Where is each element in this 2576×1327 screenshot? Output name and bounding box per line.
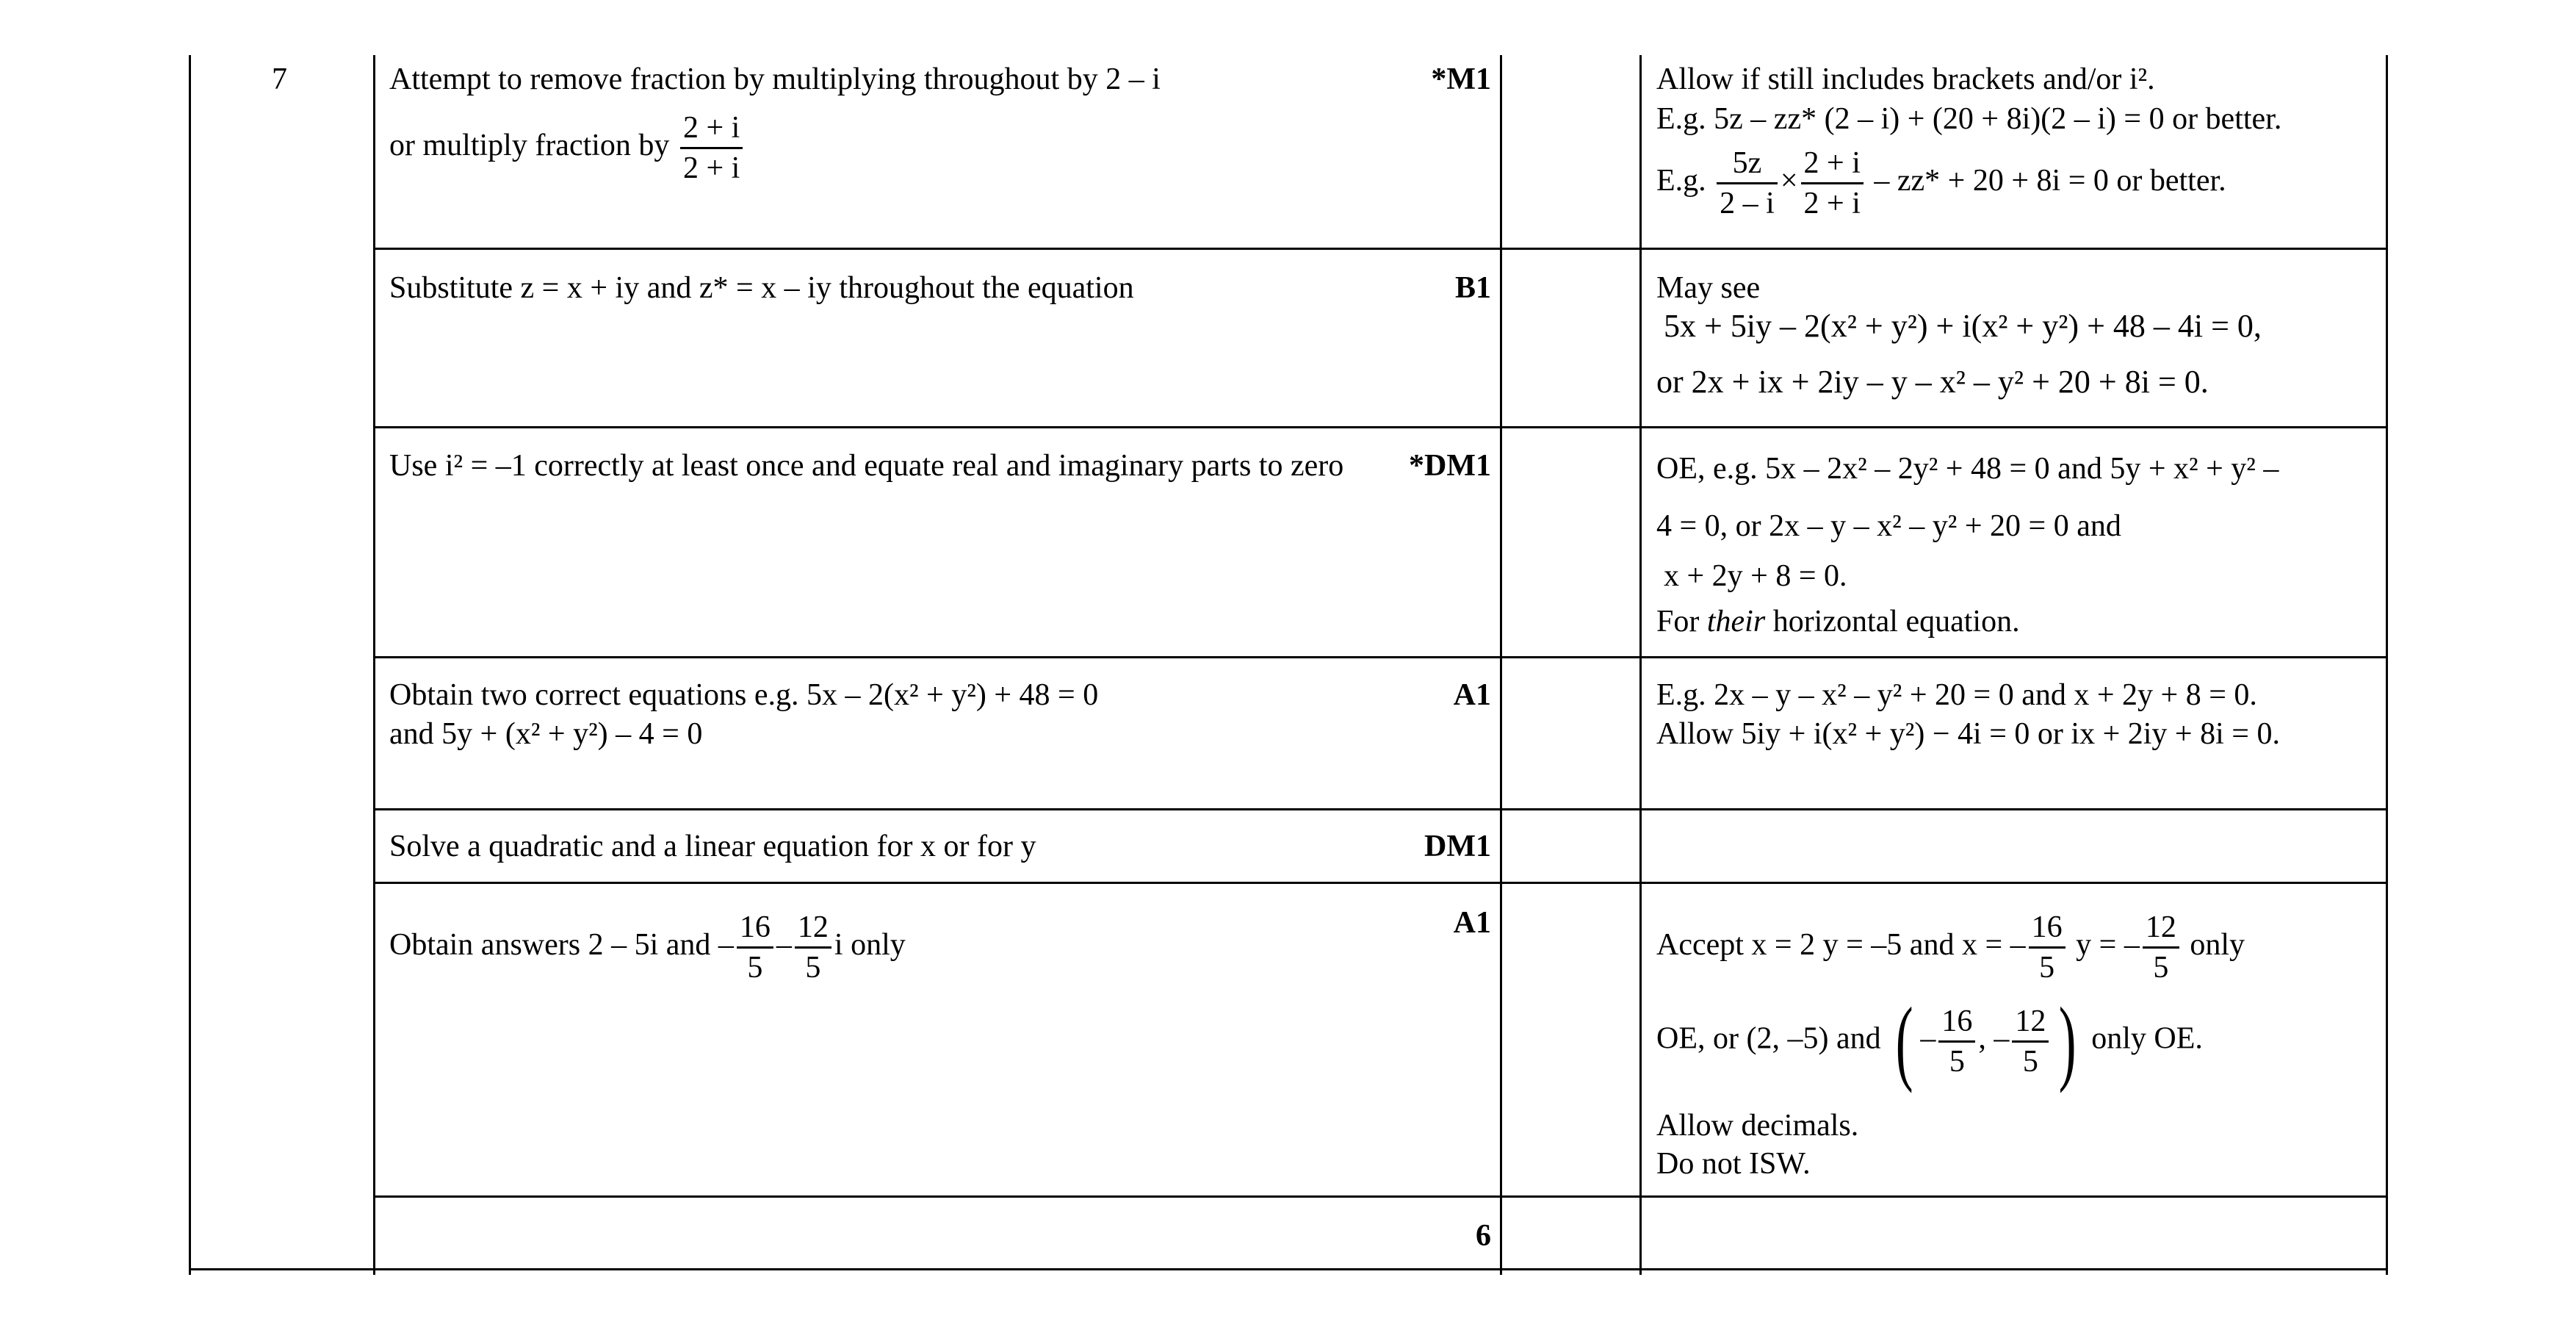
column-divider-marks [1500,55,1502,1275]
total-marks: 6 [1476,1219,1491,1253]
fraction: $\frac{12}{5}$ [795,908,831,987]
guidance-text: Allow 5iy + i(x² + y²) − 4i = 0 or ix + 2iy + 8i = 0. [1656,717,2280,751]
fraction: $\frac{16}{5}$ [2029,908,2066,987]
table-border-right [2386,55,2388,1275]
mark-code: A1 [1453,906,1491,940]
answer-text: Solve a quadratic and a linear equation for x or for y [389,830,1036,863]
guidance-text: May see [1656,271,1761,305]
answer-text: or multiply fraction by $\frac{2 + i}{2 + i}$ [389,109,746,187]
row-divider [373,1195,2388,1198]
row-divider [373,248,2388,250]
right-paren: ) [2059,988,2077,1094]
answer-text: Substitute z = x + iy and z* = x – iy throughout the equation [389,271,1134,305]
guidance-text: OE, or (2, –5) and ( – $\frac{16}{5}$ , – $\frac{12}{5}$ ) only OE. [1656,988,2203,1094]
mark-code: DM1 [1424,830,1491,863]
guidance-text: Allow if still includes brackets and/or i². [1656,62,2155,96]
table-border-bottom [189,1268,2388,1270]
table-border-left [189,55,191,1275]
row-divider [373,656,2388,658]
left-paren: ( [1895,988,1913,1094]
guidance-text: E.g. 5z – zz* (2 – i) + (20 + 8i)(2 – i) = 0 or better. [1656,102,2282,136]
guidance-text: Allow decimals. [1656,1109,1859,1143]
column-divider-answer [373,55,375,1275]
guidance-text: or 2x + ix + 2iy – y – x² – y² + 20 + 8i = 0. [1656,364,2209,400]
answer-text: Obtain two correct equations e.g. 5x – 2(x² + y²) + 48 = 0 [389,678,1099,712]
mark-code: *M1 [1431,62,1491,96]
column-divider-guidance [1639,55,1642,1275]
guidance-text: 4 = 0, or 2x – y – x² – y² + 20 = 0 and [1656,509,2121,543]
answer-text: Obtain answers 2 – 5i and – $\frac{16}{5}$ – $\frac{12}{5}$ i only [389,908,906,987]
guidance-text: 5x + 5iy – 2(x² + y²) + i(x² + y²) + 48 – 4i = 0, [1664,308,2262,344]
answer-text: Use i² = –1 correctly at least once and equate real and imaginary parts to zero [389,449,1344,483]
fraction: $\frac{2 + i}{2 + i}$ [1801,144,1864,223]
fraction: $\frac{5z}{2 - i}$ [1717,144,1778,223]
mark-code: B1 [1454,271,1491,305]
question-number: 7 [272,62,287,96]
guidance-text: For their horizontal equation. [1656,605,2020,639]
fraction: $\frac{12}{5}$ [2012,1002,2049,1081]
row-divider [373,882,2388,884]
fraction: $\frac{2 + i}{2 + i}$ [680,109,743,187]
guidance-text: Do not ISW. [1656,1147,1811,1181]
mark-code: A1 [1453,678,1491,712]
fraction: $\frac{16}{5}$ [737,908,773,987]
guidance-text: OE, e.g. 5x – 2x² – 2y² + 48 = 0 and 5y + x² + y² – [1656,452,2279,486]
answer-text: and 5y + (x² + y²) – 4 = 0 [389,717,703,751]
row-divider [373,426,2388,428]
guidance-text: x + 2y + 8 = 0. [1664,559,1847,593]
guidance-text: E.g. $\frac{5z}{2 - i}$ × $\frac{2 + i}{2 + i}$ – zz* + 20 + 8i = 0 or better. [1656,144,2226,223]
fraction: $\frac{12}{5}$ [2143,908,2179,987]
guidance-text: Accept x = 2 y = –5 and x = – $\frac{16}{5}$ y = – $\frac{12}{5}$ only [1656,908,2245,987]
row-divider [373,808,2388,810]
answer-text: Attempt to remove fraction by multiplying throughout by 2 – i [389,62,1161,96]
guidance-text: E.g. 2x – y – x² – y² + 20 = 0 and x + 2y + 8 = 0. [1656,678,2257,712]
mark-code: *DM1 [1409,449,1491,483]
fraction: $\frac{16}{5}$ [1938,1002,1975,1081]
